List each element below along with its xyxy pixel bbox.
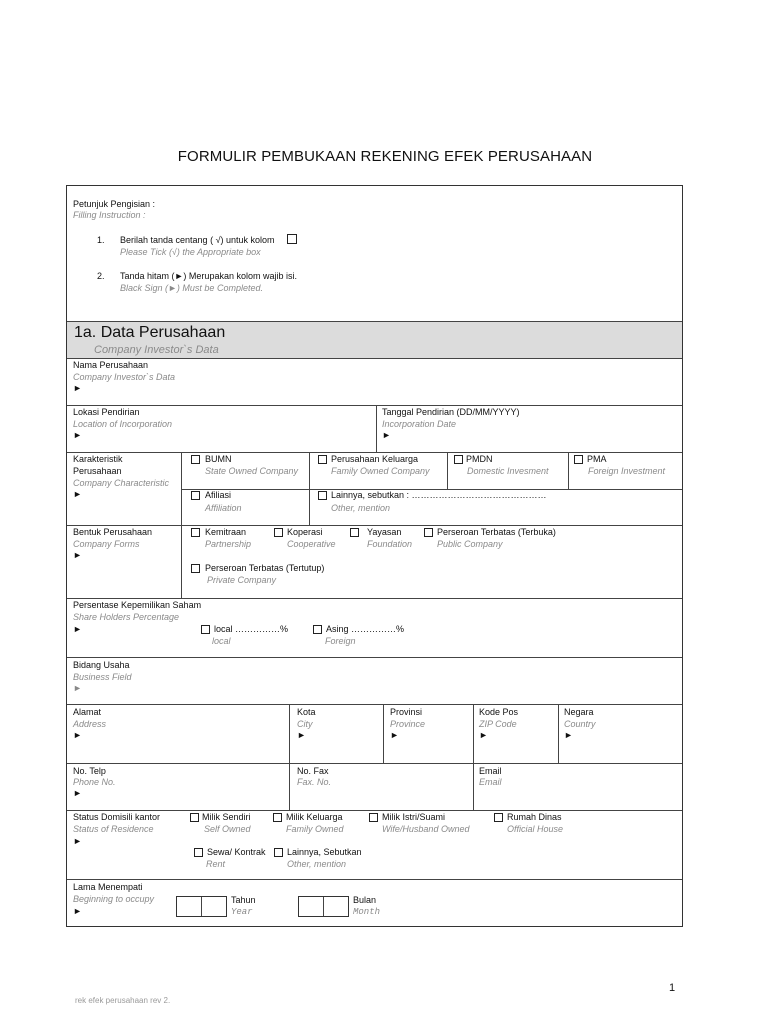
ownership-label-en: Share Holders Percentage — [73, 612, 180, 622]
divider — [67, 879, 682, 880]
zip-label: Kode Pos — [479, 707, 519, 717]
cooperative-label: Koperasi — [287, 527, 323, 537]
divider — [383, 704, 384, 763]
year-input[interactable] — [176, 896, 227, 917]
required-arrow-icon: ► — [479, 730, 488, 740]
address-label-en: Address — [73, 719, 107, 729]
required-arrow-icon: ► — [73, 836, 82, 846]
divider — [67, 598, 682, 599]
public-company-label-en: Public Company — [437, 539, 503, 549]
pma-label-en: Foreign Investment — [588, 466, 666, 476]
partnership-checkbox[interactable] — [191, 528, 200, 537]
self-owned-label-en: Self Owned — [204, 824, 251, 834]
instructions-label-en: Filling Instruction : — [73, 210, 146, 220]
form-title: FORMULIR PEMBUKAAN REKENING EFEK PERUSAHAAN — [177, 148, 593, 165]
email-label: Email — [479, 766, 502, 776]
instructions-label: Petunjuk Pengisian : — [73, 199, 156, 209]
divider — [447, 452, 448, 489]
pma-checkbox[interactable] — [574, 455, 583, 464]
email-label-en: Email — [479, 777, 502, 787]
local-ownership-checkbox[interactable] — [201, 625, 210, 634]
divider — [67, 525, 682, 526]
duration-label-en: Beginning to occupy — [73, 894, 155, 904]
instruction-2-number: 2. — [97, 271, 105, 281]
divider — [289, 763, 290, 810]
city-label-en: City — [297, 719, 313, 729]
incorporation-date-label: Tanggal Pendirian (DD/MM/YYYY) — [382, 407, 520, 417]
divider — [67, 452, 682, 453]
rent-label-en: Rent — [206, 859, 226, 869]
digit-divider — [323, 897, 324, 916]
public-company-label: Perseroan Terbatas (Terbuka) — [437, 527, 556, 537]
fax-label: No. Fax — [297, 766, 329, 776]
pma-label: PMA — [587, 454, 607, 464]
country-label: Negara — [564, 707, 594, 717]
instruction-2-text-en: Black Sign (►) Must be Completed. — [120, 283, 263, 293]
divider — [67, 657, 682, 658]
required-arrow-icon: ► — [297, 730, 306, 740]
required-arrow-icon: ► — [564, 730, 573, 740]
rent-label: Sewa/ Kontrak — [207, 847, 266, 857]
family-owned-label: Milik Keluarga — [286, 812, 343, 822]
family-company-label: Perusahaan Keluarga — [331, 454, 419, 464]
spouse-owned-checkbox[interactable] — [369, 813, 378, 822]
divider — [473, 704, 474, 763]
required-arrow-icon: ► — [73, 730, 82, 740]
characteristic-label-line1: Karakteristik — [73, 454, 123, 464]
required-arrow-icon: ► — [73, 550, 82, 560]
incorporation-location-label: Lokasi Pendirian — [73, 407, 140, 417]
province-label: Provinsi — [390, 707, 423, 717]
pmdn-label-en: Domestic Invesment — [467, 466, 549, 476]
company-name-label-en: Company Investor`s Data — [73, 372, 176, 382]
business-field-label-en: Business Field — [73, 672, 132, 682]
bumn-label-en: State Owned Company — [205, 466, 299, 476]
address-label: Alamat — [73, 707, 102, 717]
partnership-label: Kemitraan — [205, 527, 247, 537]
cooperative-checkbox[interactable] — [274, 528, 283, 537]
fax-label-en: Fax. No. — [297, 777, 332, 787]
sample-checkbox — [287, 234, 297, 244]
other-domicile-label: Lainnya, Sebutkan — [287, 847, 362, 857]
affiliation-checkbox[interactable] — [191, 491, 200, 500]
self-owned-label: Milik Sendiri — [202, 812, 251, 822]
local-ownership-label-en: local — [212, 636, 231, 646]
other-domicile-label-en: Other, mention — [287, 859, 347, 869]
private-company-checkbox[interactable] — [191, 564, 200, 573]
zip-label-en: ZIP Code — [479, 719, 517, 729]
divider — [289, 704, 290, 763]
official-house-label: Rumah Dinas — [507, 812, 562, 822]
required-arrow-icon: ► — [73, 430, 82, 440]
account-opening-form — [66, 185, 683, 927]
footer-note: rek efek perusahaan rev 2. — [75, 996, 171, 1005]
required-arrow-icon: ► — [73, 788, 82, 798]
required-arrow-icon: ► — [73, 383, 82, 393]
characteristic-label-line2: Perusahaan — [73, 466, 122, 476]
bumn-label: BUMN — [205, 454, 232, 464]
divider — [67, 704, 682, 705]
spouse-owned-label: Milik Istri/Suami — [382, 812, 446, 822]
domicile-label-en: Status of Residence — [73, 824, 154, 834]
affiliation-label: Afiliasi — [205, 490, 232, 500]
partnership-label-en: Partnership — [205, 539, 252, 549]
page-number: 1 — [669, 982, 676, 994]
instruction-2-text: Tanda hitam (►) Merupakan kolom wajib isi. — [120, 271, 297, 281]
other-domicile-checkbox[interactable] — [274, 848, 283, 857]
month-input[interactable] — [298, 896, 349, 917]
divider — [558, 704, 559, 763]
business-field-label: Bidang Usaha — [73, 660, 130, 670]
foundation-label: Yayasan — [367, 527, 402, 537]
spouse-owned-label-en: Wife/Husband Owned — [382, 824, 470, 834]
duration-label: Lama Menempati — [73, 882, 143, 892]
divider — [67, 405, 682, 406]
domicile-label: Status Domisili kantor — [73, 812, 161, 822]
bumn-checkbox[interactable] — [191, 455, 200, 464]
foreign-ownership-label-en: Foreign — [325, 636, 356, 646]
private-company-label-en: Private Company — [207, 575, 277, 585]
phone-label: No. Telp — [73, 766, 106, 776]
official-house-checkbox[interactable] — [494, 813, 503, 822]
local-ownership-label: local ……………% — [214, 624, 289, 634]
city-label: Kota — [297, 707, 316, 717]
incorporation-date-label-en: Incorporation Date — [382, 419, 457, 429]
public-company-checkbox[interactable] — [424, 528, 433, 537]
self-owned-checkbox[interactable] — [190, 813, 199, 822]
family-owned-label-en: Family Owned — [286, 824, 344, 834]
section-header — [67, 322, 682, 358]
year-label-en: Year — [231, 907, 253, 917]
country-label-en: Country — [564, 719, 596, 729]
other-characteristic-checkbox[interactable] — [318, 491, 327, 500]
private-company-label: Perseroan Terbatas (Tertutup) — [205, 563, 325, 573]
divider — [473, 763, 474, 810]
section-subtitle: Company Investor`s Data — [94, 344, 219, 356]
characteristic-label-en: Company Characteristic — [73, 478, 170, 488]
instruction-1-text-en: Please Tick (√) the Appropriate box — [120, 247, 261, 257]
phone-label-en: Phone No. — [73, 777, 116, 787]
family-company-label-en: Family Owned Company — [331, 466, 430, 476]
divider — [67, 810, 682, 811]
company-form-label-en: Company Forms — [73, 539, 140, 549]
incorporation-location-label-en: Location of Incorporation — [73, 419, 173, 429]
divider — [181, 525, 182, 598]
required-arrow-icon: ► — [73, 624, 82, 634]
foreign-ownership-label: Asing ……………% — [326, 624, 405, 634]
company-name-label: Nama Perusahaan — [73, 360, 149, 370]
ownership-label: Persentase Kepemilikan Saham — [73, 600, 202, 610]
divider — [67, 358, 682, 359]
official-house-label-en: Official House — [507, 824, 564, 834]
divider — [309, 452, 310, 525]
other-characteristic-label-en: Other, mention — [331, 503, 391, 513]
foreign-ownership-checkbox[interactable] — [313, 625, 322, 634]
section-title: 1a. Data Perusahaan — [74, 324, 226, 341]
month-label: Bulan — [353, 895, 377, 905]
month-label-en: Month — [353, 907, 381, 917]
year-label: Tahun — [231, 895, 256, 905]
divider — [67, 763, 682, 764]
family-company-checkbox[interactable] — [318, 455, 327, 464]
province-label-en: Province — [390, 719, 426, 729]
required-arrow-icon: ► — [73, 489, 82, 499]
company-form-label: Bentuk Perusahaan — [73, 527, 153, 537]
required-arrow-icon: ► — [390, 730, 399, 740]
required-arrow-icon: ► — [382, 430, 391, 440]
digit-divider — [201, 897, 202, 916]
rent-checkbox[interactable] — [194, 848, 203, 857]
instruction-1-number: 1. — [97, 235, 105, 245]
pmdn-checkbox[interactable] — [454, 455, 463, 464]
family-owned-checkbox[interactable] — [273, 813, 282, 822]
pmdn-label: PMDN — [466, 454, 493, 464]
arrow-icon: ► — [73, 683, 82, 693]
cooperative-label-en: Cooperative — [287, 539, 336, 549]
foundation-checkbox[interactable] — [350, 528, 359, 537]
affiliation-label-en: Affiliation — [205, 503, 242, 513]
foundation-label-en: Foundation — [367, 539, 413, 549]
instruction-1-text: Berilah tanda centang ( √) untuk kolom — [120, 235, 275, 245]
divider — [568, 452, 569, 489]
divider — [376, 405, 377, 452]
required-arrow-icon: ► — [73, 906, 82, 916]
other-characteristic-label: Lainnya, sebutkan : ……………………………………… — [331, 490, 547, 500]
